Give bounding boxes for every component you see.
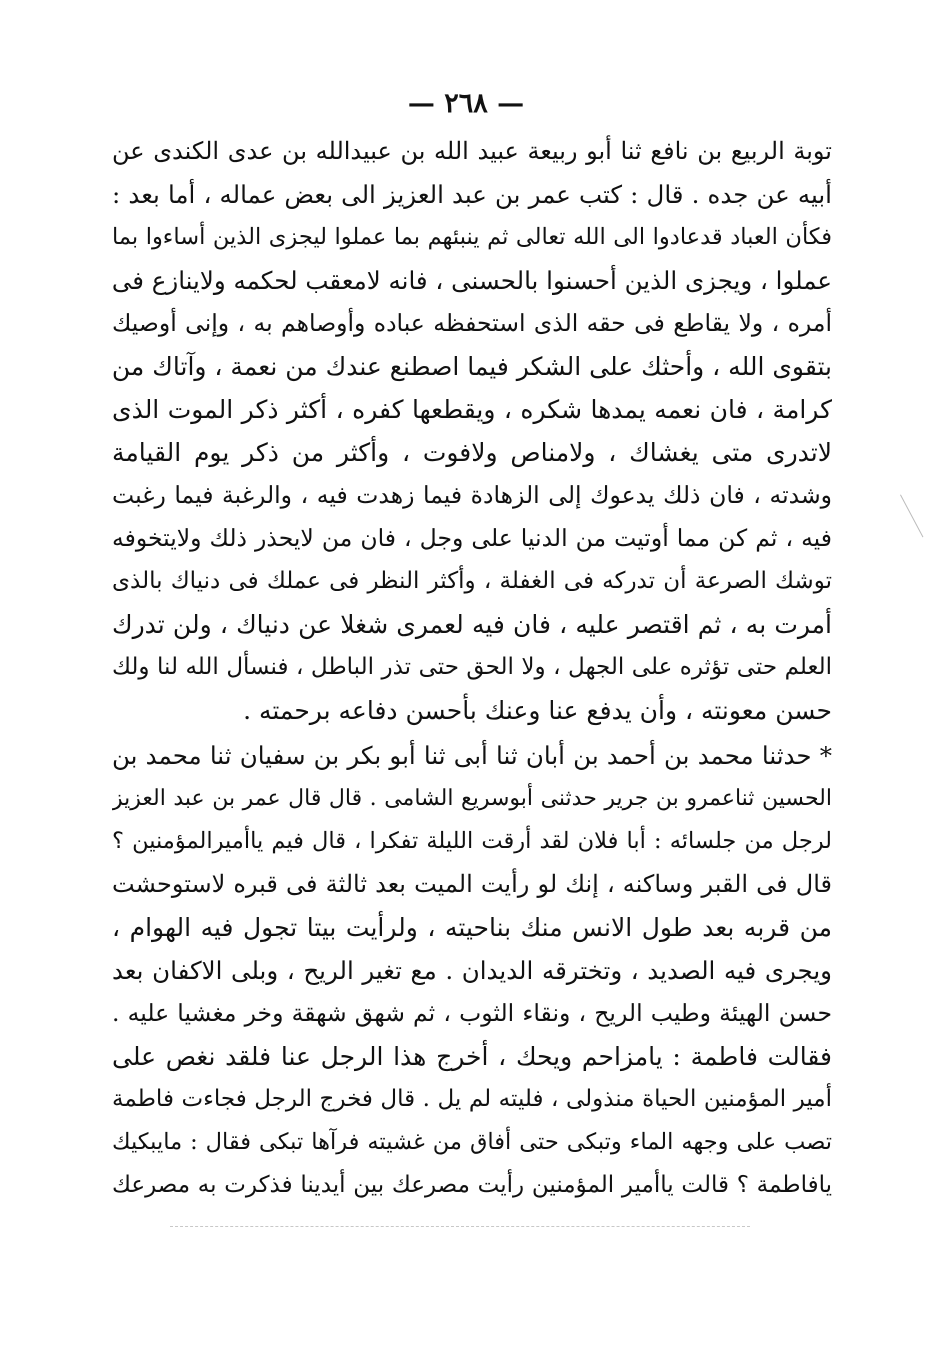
- text-line: أمرت به ، ثم اقتصر عليه ، فان فيه لعمرى شغلا عن دنياك ، ولن تدرك: [112, 610, 832, 639]
- paragraph-letter: [112, 130, 832, 732]
- text-line: وشدته ، فان ذلك يدعوك إلى الزهادة فيما زهدت فيه ، والرغبة فيما رغبت: [112, 481, 832, 509]
- text-line: الحسين ثناعمرو بن جرير حدثنى أبوسريع الشامى . قال قال عمر بن عبد العزيز: [112, 786, 832, 811]
- text-line: العلم حتى تؤثره على الجهل ، ولا الحق حتى تذر الباطل ، فنسأل الله لنا ولك: [112, 654, 832, 680]
- arabic-text-body: [112, 130, 832, 1207]
- text-line: أبيه عن جده . قال : كتب عمر بن عبد العزيز الى بعض عماله ، أما بعد :: [112, 180, 832, 209]
- text-line: توبة الربيع بن نافع ثنا أبو ربيعة عبيد الله بن عبيدالله بن عدى الكندى عن: [112, 137, 832, 165]
- text-line: فيه ، ثم كن مما أوتيت من الدنيا على وجل ، فان من لايحذر ذلك ولايتخوفه: [112, 524, 832, 552]
- text-line: عملوا ، ويجزى الذين أحسنوا بالحسنى ، فانه لامعقب لحكمه ولاينازع فى: [112, 266, 832, 295]
- text-line: لاتدرى متى يغشاك ، ولامناص ولافوت ، وأكثر من ذكر يوم القيامة: [112, 438, 832, 467]
- text-line: تصب على وجهه الماء وتبكى حتى أفاق من غشيته فرآها تبكى فقال : مايبكيك: [112, 1129, 832, 1155]
- scan-margin-mark: [900, 484, 932, 537]
- paragraph-narration: [112, 734, 832, 1207]
- text-line: قال فى القبر وساكنه ، إنك لو رأيت الميت بعد ثالثة فى قبره لاستوحشت: [112, 870, 832, 898]
- text-line: من قربه بعد طول الانس منك بناحيته ، ولرأيت بيتا تجول فيه الهوام ،: [112, 913, 832, 942]
- text-line: حسن معونته ، وأن يدفع عنا وعنك بأحسن دفاعه برحمته .: [243, 696, 832, 725]
- page-number: — ٢٦٨ —: [407, 88, 525, 119]
- text-line: فكأن العباد قدعادوا الى الله تعالى ثم ينبئهم بما عملوا ليجزى الذين أساءوا بما: [112, 224, 832, 250]
- text-line: يافاطمة ؟ قالت ياأمير المؤمنين رأيت مصرعك بين أيدينا فذكرت به مصرعك: [112, 1172, 832, 1198]
- footer-rule: [170, 1226, 750, 1227]
- text-line: توشك الصرعة أن تدركه فى الغفلة ، وأكثر النظر فى عملك فى دنياك بالذى: [112, 568, 832, 594]
- text-line: بتقوى الله ، وأحثك على الشكر فيما اصطنع عندك من نعمة ، وآتاك من: [112, 352, 832, 381]
- text-line: حسن الهيئة وطيب الريح ، ونقاء الثوب ، ثم شهق شهقة وخر مغشيا عليه .: [112, 999, 832, 1027]
- text-line: لرجل من جلسائه : أبا فلان لقد أرقت الليلة تفكرا ، قال فيم ياأميرالمؤمنين ؟: [112, 828, 832, 854]
- text-line: أمره ، ولا يقاطع فى حقه الذى استحفظه عباده وأوصاهم به ، وإنى أوصيك: [112, 309, 832, 337]
- text-line: أمير المؤمنين الحياة منذولى ، فليته لم يل . قال فخرج الرجل فجاءت فاطمة: [112, 1086, 832, 1112]
- text-line: ويجرى فيه الصديد ، وتخترقه الديدان . مع تغير الريح ، وبلى الاكفان بعد: [112, 956, 832, 985]
- text-line: فقالت فاطمة : يامزاحم ويحك ، أخرج هذا الرجل عنا فلقد نغص على: [112, 1042, 832, 1071]
- text-line: * حدثنا محمد بن أحمد بن أبان ثنا أبى ثنا أبو بكر بن سفيان ثنا محمد بن: [112, 741, 832, 770]
- text-line: كرامة ، فان نعمه يمدها شكره ، ويقطعها كفره ، أكثر ذكر الموت الذى: [112, 395, 832, 424]
